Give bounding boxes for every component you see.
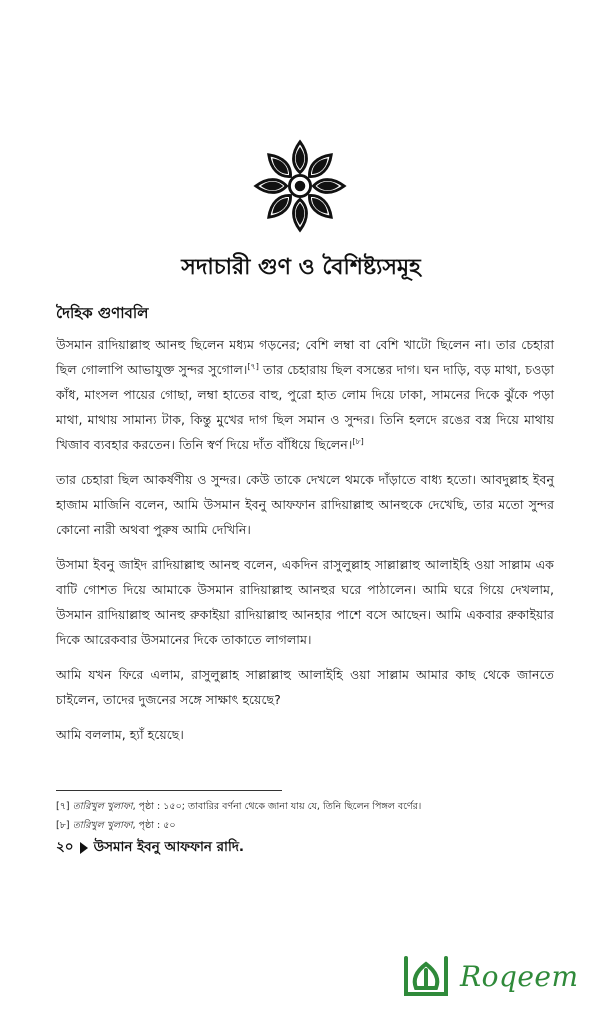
paragraph-5: আমি বললাম, হ্যাঁ হয়েছে। <box>56 727 184 742</box>
paragraph-2: তার চেহারা ছিল আকর্ষণীয় ও সুন্দর। কেউ তাকে দেখলে থমকে দাঁড়াতে বাধ্য হতো। আবদুল্লাহ ইবনু হাজাম মাজিনি বলেন, আমি উসমান ইবনু আফফান রাদিয়াল্লাহু আনহুকে দেখেছি, তার মতো সুন্দর কোনো নারী অথবা পুরুষ আমি দেখিনি। <box>56 472 554 537</box>
floral-ornament-icon <box>252 138 348 234</box>
book-title: উসমান ইবনু আফফান রাদি. <box>93 839 245 855</box>
footnote-detail: , পৃষ্ঠা : ১৫০; তাবারির বর্ণনা থেকে জানা যায় যে, তিনি ছিলেন পিঙ্গল বর্ণের। <box>132 801 422 812</box>
footnote-7 <box>56 797 554 816</box>
running-footer <box>56 836 244 859</box>
publisher-watermark <box>398 946 588 1006</box>
footnote-number: [৮] <box>56 820 70 831</box>
paragraph-3: উসামা ইবনু জাইদ রাদিয়াল্লাহু আনহু বলেন, একদিন রাসুলুল্লাহ সাল্লাল্লাহু আলাইহি ওয়া সাল্লাম এক বাটি গোশত দিয়ে আমাকে উসমান রাদিয়াল্লাহু আনহুর ঘরে পাঠালেন। আমি ঘরে গিয়ে দেখলাম, উসমান রাদিয়াল্লাহু আনহু রুকাইয়া রাদিয়াল্লাহু আনহার পাশে বসে আছেন। আমি একবার রুকাইয়ার দিকে আরেকবার উসমানের দিকে তাকাতে লাগলাম। <box>56 557 554 647</box>
paragraph-4: আমি যখন ফিরে এলাম, রাসুলুল্লাহ সাল্লাল্লাহু আলাইহি ওয়া সাল্লাম আমার কাছ থেকে জানতে চাইলেন, তাদের দুজনের সঙ্গে সাক্ষাৎ হয়েছে? <box>56 667 554 707</box>
paragraph-1-text-b: তার চেহারায় ছিল বসন্তের দাগ। ঘন দাড়ি, বড় মাথা, চওড়া কাঁধ, মাংসল পায়ের গোছা, লম্বা হাতের বাহু, পুরো হাত লোম দিয়ে ঢাকা, সামনের দিকে ঝুঁকে পড়া মাথা, মাথায় সামান্য টাক, কিন্তু মুখের দাগ ছিল সমান ও সুন্দর। তিনি হলদে রঙের বস্ত্র দিয়ে মাথায় খিজাব ব্যবহার করতেন। তিনি স্বর্ণ দিয়ে দাঁত বাঁধিয়ে ছিলেন। <box>56 362 555 452</box>
watermark-text: Roqeem <box>460 959 579 993</box>
triangle-right-icon <box>80 842 88 854</box>
footnote-8 <box>56 816 554 835</box>
footnote-detail: , পৃষ্ঠা : ৫০ <box>132 820 176 831</box>
body-text <box>56 332 554 757</box>
section-heading: দৈহিক গুণাবলি <box>56 304 149 322</box>
publisher-logo-icon <box>398 948 454 1004</box>
footnote-number: [৭] <box>56 801 70 812</box>
footnote-ref-8[interactable]: [৮] <box>352 436 364 446</box>
page-number: ২০ <box>56 839 74 855</box>
footnote-ref-7[interactable]: [৭] <box>247 361 259 371</box>
footnote-divider <box>56 790 282 791</box>
paragraph-1-text-a: উসমান রাদিয়াল্লাহু আনহু ছিলেন মধ্যম গড়নের; বেশি লম্বা বা বেশি খাটো ছিলেন না। তার চেহারা ছিল গোলাপি আভাযুক্ত সুন্দর সুগোল। <box>56 337 554 377</box>
footnote-source: তারিখুল খুলাফা <box>72 801 133 812</box>
footnote-source: তারিখুল খুলাফা <box>72 820 133 831</box>
chapter-title: সদাচারী গুণ ও বৈশিষ্ট্যসমূহ <box>181 254 421 280</box>
footnotes <box>56 797 554 835</box>
paragraph-1 <box>56 332 554 457</box>
